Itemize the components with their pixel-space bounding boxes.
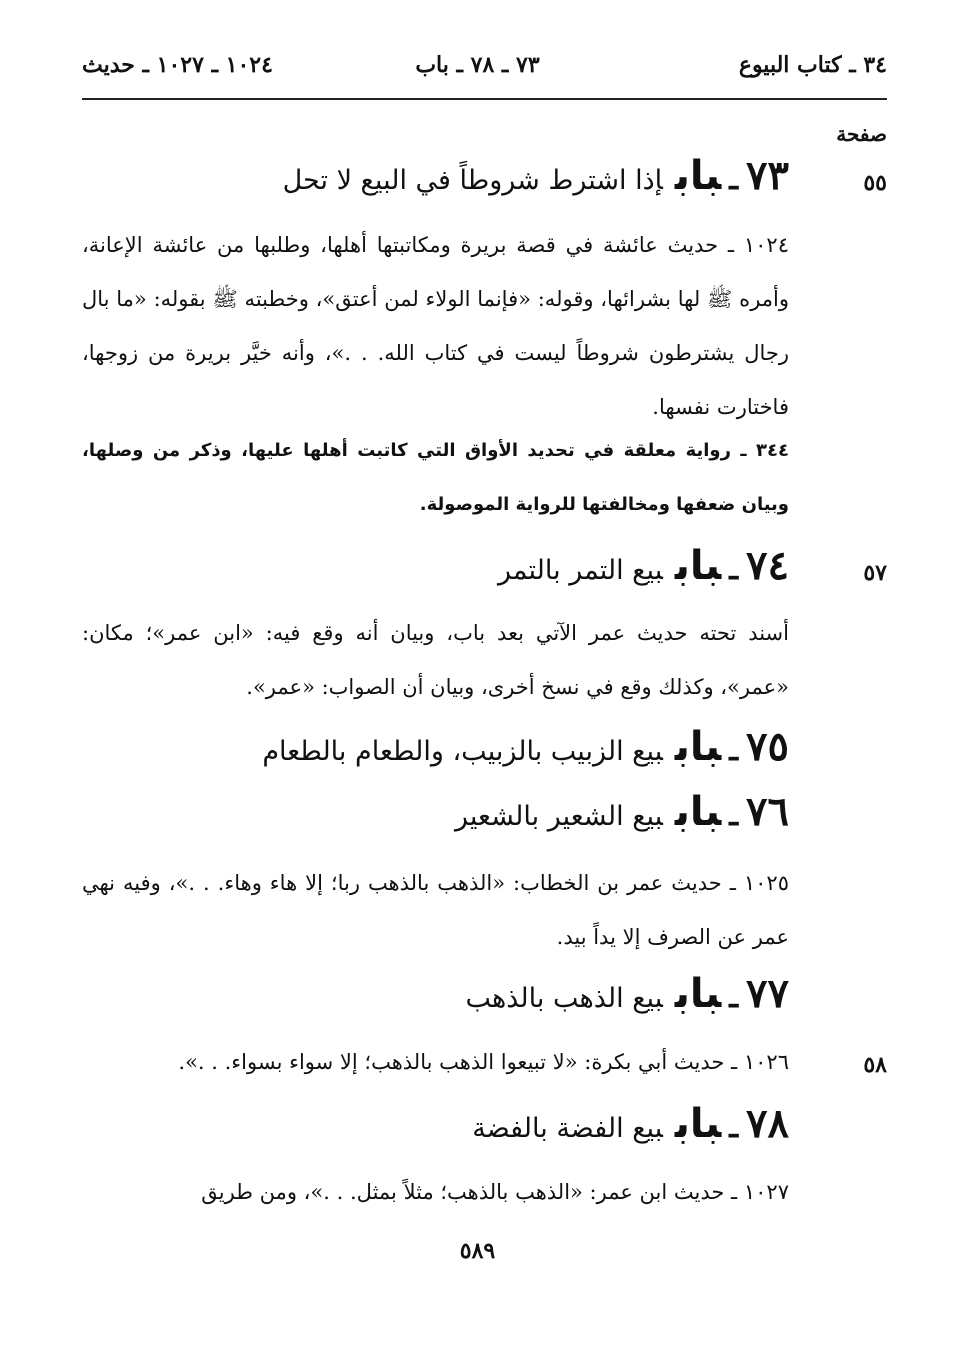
hadith-1027: ١٠٢٧ ـ حديث ابن عمر: «الذهب بالذهب؛ مثلاً بمثل. . .»، ومن طريق: [201, 1180, 789, 1204]
chapter-heading-75: [262, 723, 789, 770]
header-book-title: ٣٤ ـ كتاب البيوع: [738, 52, 887, 78]
chapter-heading-77: [465, 970, 789, 1017]
page-ref-55: ٥٥: [863, 170, 887, 196]
chapter-dash: ـ: [729, 980, 739, 1015]
chapter-heading-78: [472, 1100, 789, 1147]
chapter-heading-76: [455, 788, 789, 835]
chapter-bab: باب: [674, 724, 722, 770]
note-344: ٣٤٤ ـ رواية معلقة في تحديد الأواق التي كاتبت أهلها عليها، وذكر من وصلها، وبيان ضعفها ومخالفتها للرواية الموصولة.: [82, 440, 789, 515]
header-hadith-range: ١٠٢٤ ـ ١٠٢٧ ـ حديث: [82, 52, 273, 78]
page-ref-57: ٥٧: [863, 560, 887, 586]
chapter-dash: ـ: [729, 1110, 739, 1145]
chapter-title: إذا اشترط شروطاً في البيع لا تحل: [282, 165, 663, 196]
page-number: ٥٨٩: [459, 1238, 496, 1264]
chapter-bab: باب: [674, 789, 722, 835]
chapter-dash: ـ: [729, 162, 739, 197]
chapter-number: ٧٣: [746, 152, 789, 199]
chapter-dash: ـ: [729, 798, 739, 833]
chapter-bab: باب: [674, 153, 722, 199]
chapter-number: ٧٦: [746, 788, 789, 835]
page-column-label: صفحة: [836, 122, 887, 146]
chapter-title: بيع الشعير بالشعير: [455, 801, 663, 832]
bab74-text: أسند تحته حديث عمر الآتي بعد باب، وبيان أنه وقع فيه: «ابن عمر»؛ مكان: «عمر»، وكذلك وقع في نسخ أخرى، وبيان أن الصواب: «عمر».: [82, 621, 789, 699]
chapter-title: بيع الفضة بالفضة: [472, 1113, 663, 1144]
chapter-title: بيع الزبيب بالزبيب، والطعام بالطعام: [262, 736, 663, 767]
page-ref-58: ٥٨: [863, 1052, 887, 1078]
chapter-bab: باب: [674, 1101, 722, 1147]
chapter-dash: ـ: [729, 733, 739, 768]
chapter-number: ٧٤: [746, 542, 789, 589]
chapter-heading-74: [498, 542, 789, 589]
chapter-number: ٧٥: [746, 723, 789, 770]
chapter-bab: باب: [674, 971, 722, 1017]
header-rule: [82, 98, 887, 100]
header-chapter-range: ٧٣ ـ ٧٨ ـ باب: [415, 52, 540, 78]
chapter-title: بيع الذهب بالذهب: [465, 983, 663, 1014]
chapter-number: ٧٨: [746, 1100, 789, 1147]
hadith-1026: ١٠٢٦ ـ حديث أبي بكرة: «لا تبيعوا الذهب بالذهب؛ إلا سواء بسواء. . .».: [178, 1050, 789, 1074]
hadith-1024: ١٠٢٤ ـ حديث عائشة في قصة بريرة ومكاتبتها أهلها، وطلبها من عائشة الإعانة، وأمره ﷺ لها بشرائها، وقوله: «فإنما الولاء لمن أعتق»، وخطبته ﷺ بقوله: «ما بال رجال يشترطون شروطاً ليست في كتاب الله. . .»، وأنه خيَّر بريرة من زوجها، فاختارت نفسها.: [82, 233, 789, 419]
chapter-heading-73: [283, 152, 789, 199]
chapter-bab: باب: [674, 543, 722, 589]
hadith-1025: ١٠٢٥ ـ حديث عمر بن الخطاب: «الذهب بالذهب ربا؛ إلا هاء وهاء. . .»، وفيه نهي عمر عن الصرف إلا يداً بيد.: [82, 871, 789, 949]
chapter-number: ٧٧: [746, 970, 789, 1017]
chapter-dash: ـ: [729, 552, 739, 587]
chapter-title: بيع التمر بالتمر: [498, 555, 663, 586]
